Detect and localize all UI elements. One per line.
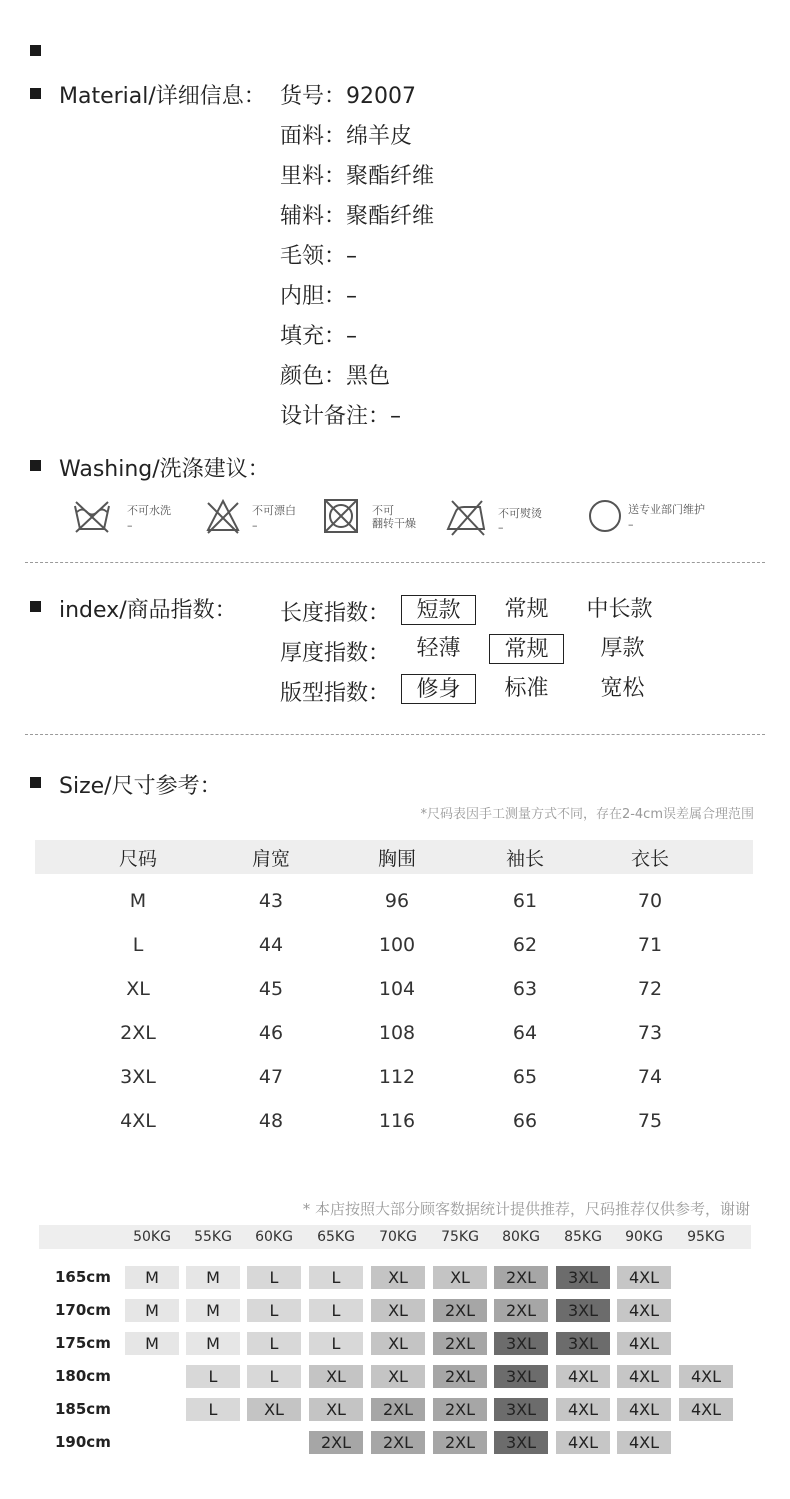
fit-index-label: 版型指数： <box>280 681 391 706</box>
size-table-cell: 44 <box>258 934 284 956</box>
size-recommend-cell: 4XL <box>556 1365 610 1388</box>
size-table-cell: 61 <box>512 890 538 912</box>
size-recommend-cell: M <box>125 1332 179 1355</box>
wash-label-no-tumble-dry-2: 翻转干燥 <box>372 517 416 530</box>
size-recommend-cell: 4XL <box>617 1266 671 1289</box>
index-section-title: index/商品指数： <box>59 598 237 623</box>
size-header-cell: 衣长 <box>630 848 669 870</box>
height-label: 180cm <box>55 1367 111 1385</box>
size-recommend-cell: 3XL <box>494 1332 548 1355</box>
size-section-title: Size/尺寸参考： <box>59 774 222 799</box>
material-section-title: Material/详细信息： <box>59 84 266 109</box>
size-table-cell: M <box>129 890 147 912</box>
wash-label-no-hand-wash: 不可水洗 <box>127 504 171 517</box>
size-table-cell: 43 <box>258 890 284 912</box>
size-recommend-cell: 3XL <box>494 1365 548 1388</box>
wash-label-no-bleach: 不可漂白 <box>252 504 296 517</box>
size-recommend-cell: 2XL <box>371 1398 425 1421</box>
no-bleach-icon <box>205 497 241 535</box>
weight-label: 95KG <box>687 1229 725 1245</box>
wash-sub-no-hand-wash: – <box>127 519 133 532</box>
size-table-cell: 3XL <box>120 1066 156 1088</box>
size-recommend-cell: L <box>309 1299 363 1322</box>
size-recommend-cell: L <box>247 1299 301 1322</box>
size-recommend-cell: 4XL <box>617 1365 671 1388</box>
size-recommend-cell: XL <box>309 1398 363 1421</box>
size-table-cell: 73 <box>637 1022 663 1044</box>
length-option-short: 短款 <box>401 595 476 625</box>
weight-label: 85KG <box>564 1229 602 1245</box>
bullet-marker <box>30 88 41 99</box>
size-recommend-cell: L <box>247 1365 301 1388</box>
bullet-marker <box>30 45 41 56</box>
spec-color: 颜色：黑色 <box>280 364 391 389</box>
size-table-cell: 62 <box>512 934 538 956</box>
size-recommend-cell: 4XL <box>679 1398 733 1421</box>
size-recommend-cell: XL <box>371 1299 425 1322</box>
size-recommend-cell: 3XL <box>494 1431 548 1454</box>
size-recommend-cell: 2XL <box>371 1431 425 1454</box>
size-measurement-note: *尺码表因手工测量方式不同，存在2-4cm误差属合理范围 <box>420 807 754 822</box>
wash-label-professional-care: 送专业部门维护 <box>628 503 705 516</box>
size-recommend-cell: XL <box>433 1266 487 1289</box>
wash-label-no-tumble-dry: 不可 <box>372 504 394 517</box>
thickness-option-thin: 轻薄 <box>416 636 461 661</box>
size-header-cell: 尺码 <box>118 848 157 870</box>
size-recommend-cell: L <box>309 1266 363 1289</box>
size-table-cell: 112 <box>378 1066 416 1088</box>
size-table-header <box>35 840 753 874</box>
size-recommend-cell: 4XL <box>617 1431 671 1454</box>
weight-label: 90KG <box>625 1229 663 1245</box>
size-table-cell: 108 <box>378 1022 416 1044</box>
spec-inner-liner: 内胆：– <box>280 284 358 309</box>
thickness-option-regular: 常规 <box>489 634 564 664</box>
size-recommend-cell: 2XL <box>433 1332 487 1355</box>
size-recommend-cell: M <box>125 1266 179 1289</box>
weight-label: 80KG <box>502 1229 540 1245</box>
spec-accessory-fabric: 辅料：聚酯纤维 <box>280 204 435 229</box>
bullet-marker <box>30 777 41 788</box>
size-recommend-cell: 3XL <box>494 1398 548 1421</box>
size-table-cell: 74 <box>637 1066 663 1088</box>
spec-lining: 里料：聚酯纤维 <box>280 164 435 189</box>
fit-option-loose: 宽松 <box>600 676 645 701</box>
size-table-cell: 104 <box>378 978 416 1000</box>
weight-label: 55KG <box>194 1229 232 1245</box>
weight-header-row <box>39 1225 751 1249</box>
height-label: 190cm <box>55 1433 111 1451</box>
spec-design-notes: 设计备注：– <box>280 404 402 429</box>
wash-sub-professional-care: – <box>628 518 634 531</box>
size-recommend-cell: 2XL <box>494 1266 548 1289</box>
fit-option-slim: 修身 <box>401 674 476 704</box>
size-table-cell: 64 <box>512 1022 538 1044</box>
size-recommend-cell: M <box>186 1299 240 1322</box>
size-recommend-cell: L <box>247 1332 301 1355</box>
size-table-cell: 45 <box>258 978 284 1000</box>
size-table-cell: 72 <box>637 978 663 1000</box>
size-header-cell: 袖长 <box>505 848 544 870</box>
size-recommend-cell: 2XL <box>433 1299 487 1322</box>
length-option-mid-long: 中长款 <box>586 597 653 622</box>
size-recommend-cell: 2XL <box>494 1299 548 1322</box>
thickness-option-thick: 厚款 <box>600 636 645 661</box>
professional-care-icon <box>587 497 623 535</box>
size-recommend-cell: 2XL <box>433 1365 487 1388</box>
size-recommend-cell: 2XL <box>433 1398 487 1421</box>
size-table-cell: 70 <box>637 890 663 912</box>
size-table-cell: L <box>132 934 144 956</box>
bullet-marker <box>30 460 41 471</box>
size-recommend-cell: 2XL <box>433 1431 487 1454</box>
size-recommend-cell: M <box>125 1299 179 1322</box>
size-recommend-cell: L <box>186 1398 240 1421</box>
weight-label: 60KG <box>255 1229 293 1245</box>
size-recommend-cell: 2XL <box>309 1431 363 1454</box>
size-recommend-cell: XL <box>371 1266 425 1289</box>
weight-label: 75KG <box>441 1229 479 1245</box>
no-hand-wash-icon <box>72 497 112 535</box>
size-recommend-cell: L <box>247 1266 301 1289</box>
section-divider <box>25 562 765 563</box>
size-table-cell: 96 <box>384 890 410 912</box>
weight-label: 70KG <box>379 1229 417 1245</box>
size-recommend-cell: 4XL <box>556 1431 610 1454</box>
wash-label-no-iron: 不可熨烫 <box>498 507 542 520</box>
size-recommend-cell: 4XL <box>617 1299 671 1322</box>
size-recommend-cell: L <box>309 1332 363 1355</box>
size-recommend-cell: XL <box>309 1365 363 1388</box>
recommend-note: * 本店按照大部分顾客数据统计提供推荐，尺码推荐仅供参考，谢谢 <box>302 1200 750 1218</box>
size-table-cell: 4XL <box>120 1110 156 1132</box>
length-index-label: 长度指数： <box>280 601 391 626</box>
size-recommend-cell: 3XL <box>556 1299 610 1322</box>
weight-label: 65KG <box>317 1229 355 1245</box>
size-recommend-cell: XL <box>247 1398 301 1421</box>
size-table-cell: XL <box>126 978 150 1000</box>
fit-option-standard: 标准 <box>504 676 549 701</box>
height-label: 185cm <box>55 1400 111 1418</box>
size-table-cell: 116 <box>378 1110 416 1132</box>
size-recommend-cell: 3XL <box>556 1332 610 1355</box>
wash-sub-no-iron: – <box>498 521 504 534</box>
size-recommend-cell: L <box>186 1365 240 1388</box>
size-recommend-cell: XL <box>371 1332 425 1355</box>
size-header-cell: 胸围 <box>377 848 416 870</box>
size-recommend-cell: M <box>186 1332 240 1355</box>
no-iron-icon <box>444 497 490 537</box>
size-table-cell: 66 <box>512 1110 538 1132</box>
size-table-cell: 47 <box>258 1066 284 1088</box>
size-header-cell: 肩宽 <box>251 848 290 870</box>
size-recommend-cell: 3XL <box>556 1266 610 1289</box>
spec-filling: 填充：– <box>280 324 358 349</box>
size-table-cell: 2XL <box>120 1022 156 1044</box>
size-table-cell: 65 <box>512 1066 538 1088</box>
size-recommend-cell: XL <box>371 1365 425 1388</box>
bullet-marker <box>30 601 41 612</box>
spec-item-number: 货号：92007 <box>280 84 416 109</box>
height-label: 175cm <box>55 1334 111 1352</box>
size-table-cell: 48 <box>258 1110 284 1132</box>
size-recommend-cell: 4XL <box>617 1332 671 1355</box>
wash-sub-no-bleach: – <box>252 519 258 532</box>
size-table-cell: 75 <box>637 1110 663 1132</box>
spec-outer-fabric: 面料：绵羊皮 <box>280 124 413 149</box>
size-table-cell: 100 <box>378 934 416 956</box>
weight-label: 50KG <box>133 1229 171 1245</box>
spec-fur-collar: 毛领：– <box>280 244 358 269</box>
thickness-index-label: 厚度指数： <box>280 641 391 666</box>
length-option-regular: 常规 <box>504 597 549 622</box>
no-tumble-dry-icon <box>322 497 360 535</box>
size-recommend-cell: 4XL <box>556 1398 610 1421</box>
size-recommend-cell: 4XL <box>679 1365 733 1388</box>
size-table-cell: 46 <box>258 1022 284 1044</box>
size-recommend-cell: 4XL <box>617 1398 671 1421</box>
washing-section-title: Washing/洗涤建议： <box>59 457 270 482</box>
height-label: 165cm <box>55 1268 111 1286</box>
section-divider <box>25 734 765 735</box>
size-table-cell: 71 <box>637 934 663 956</box>
size-table-cell: 63 <box>512 978 538 1000</box>
height-label: 170cm <box>55 1301 111 1319</box>
size-recommend-cell: M <box>186 1266 240 1289</box>
